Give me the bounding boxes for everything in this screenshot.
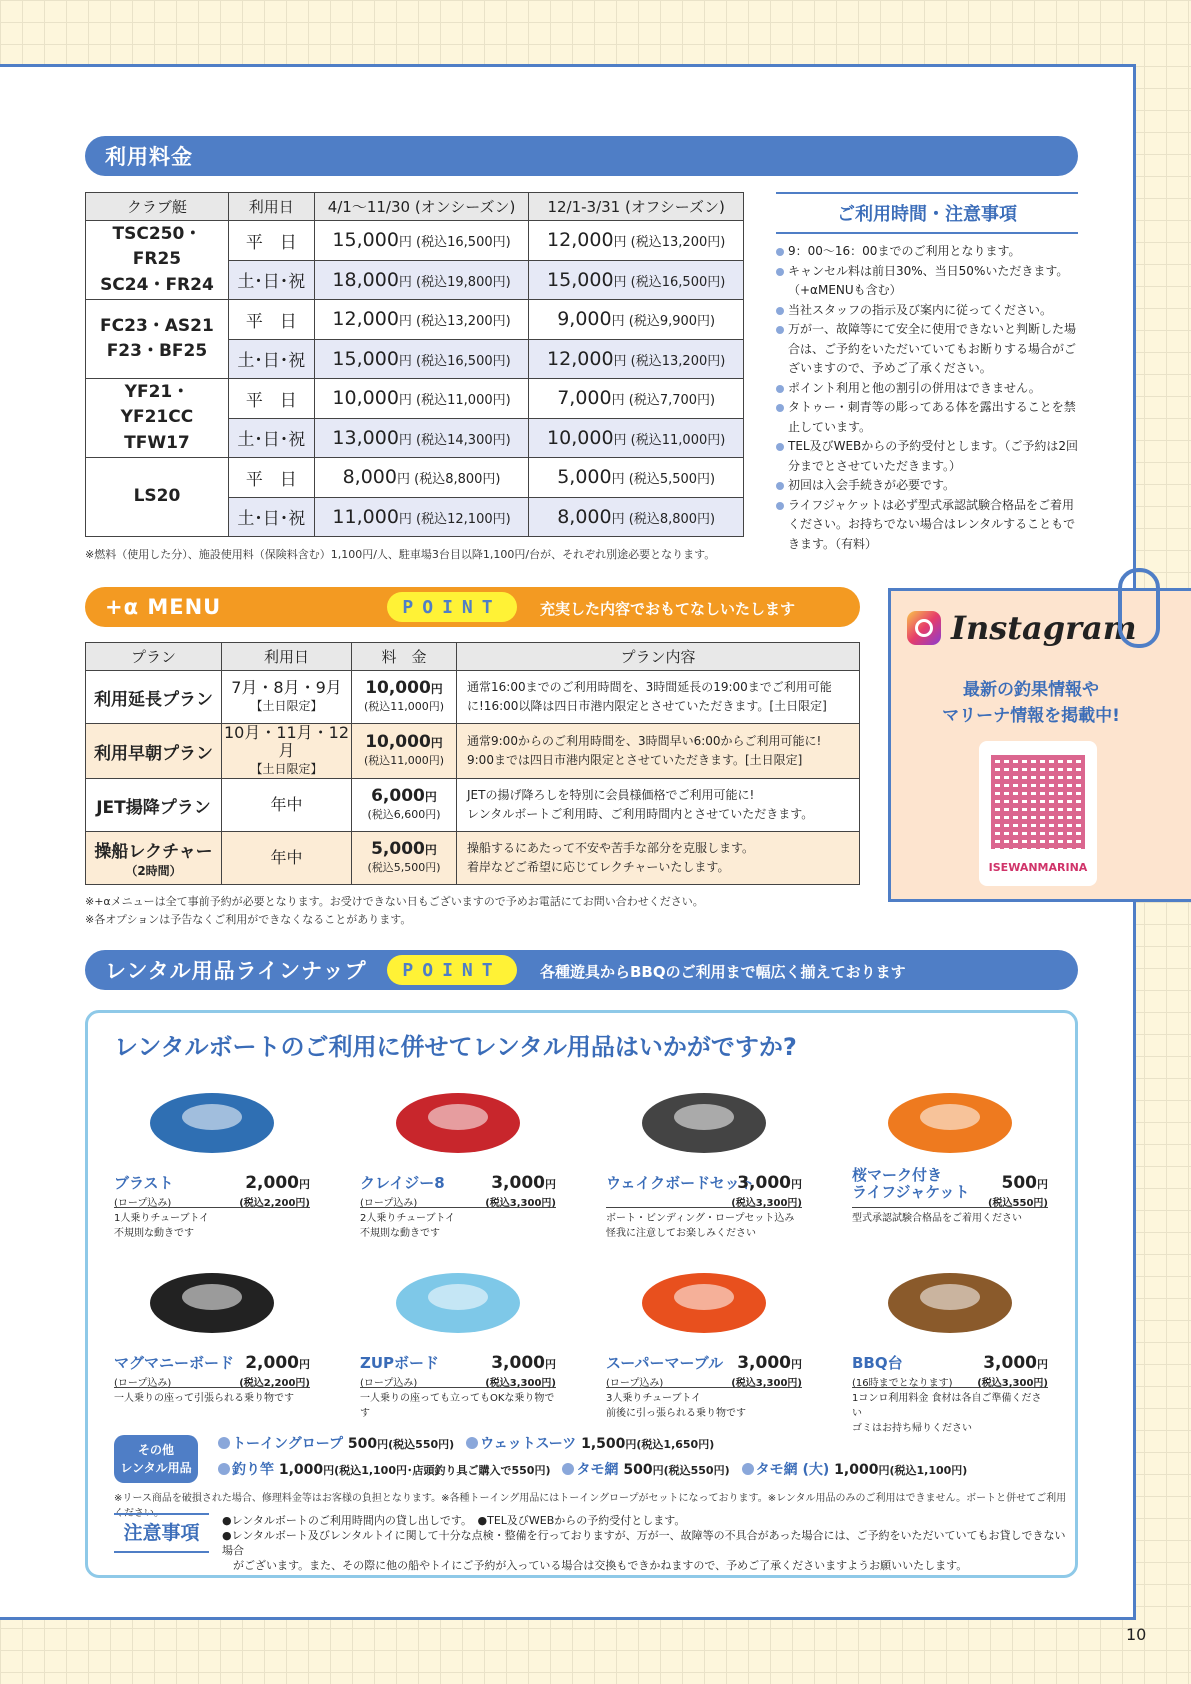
- note-item: 当社スタッフの指示及び案内に従ってください。: [776, 301, 1078, 321]
- other-item-tax: 円(税込1,650円): [625, 1438, 715, 1451]
- plan-name: 操船レクチャー （2時間）: [86, 832, 222, 885]
- price-unit: 円: [398, 511, 417, 527]
- zup-board-icon: [360, 1253, 556, 1343]
- other-item-tax: 円(税込1,100円･店頭釣り具ご購入で550円): [323, 1464, 551, 1477]
- wakeboard-icon: [606, 1073, 802, 1163]
- price-unit: 円: [613, 235, 631, 251]
- item-divider: [360, 1207, 556, 1208]
- item-name: BBQ台: [852, 1354, 903, 1372]
- plan-price: 10,000円 (税込11,000円): [352, 671, 457, 724]
- item-desc-line: 型式承認試験合格品をご着用ください: [852, 1213, 1022, 1224]
- tube-icon: [114, 1073, 310, 1163]
- day-type: 土･日･祝: [228, 497, 314, 537]
- boat-class-line: TSC250・FR25: [112, 223, 202, 270]
- other-item-tax: 円(税込1,100円): [878, 1464, 968, 1477]
- item-sub: (ロープ込み): [606, 1378, 664, 1389]
- item-desc-line: 不規則な動きです: [114, 1228, 194, 1239]
- item-desc: [360, 1391, 556, 1421]
- other-rental-item: [742, 1462, 968, 1478]
- notes-list: [776, 242, 1078, 554]
- rental-item: [360, 1073, 556, 1243]
- price-value: 12,000: [547, 229, 614, 252]
- item-sub: (16時までとなります): [852, 1378, 953, 1389]
- item-desc-line: 1コンロ利用料金 食材は各自ご準備ください: [852, 1393, 1042, 1419]
- fee-header: 12/1-3/31 (オフシーズン): [529, 193, 744, 221]
- fee-price: [529, 379, 744, 419]
- fee-price: [314, 497, 529, 537]
- lifejacket-icon: [852, 1073, 1048, 1163]
- plan-tax: (税込11,000円): [363, 699, 445, 713]
- other-rental-label: [114, 1435, 198, 1483]
- fee-price: [314, 300, 529, 340]
- plan-name: JET揚降プラン: [86, 779, 222, 832]
- plan-content-line: 通常16:00までのご利用時間を、3時間延長の19:00までご利用可能: [467, 680, 832, 694]
- boat-class: [86, 458, 229, 537]
- price-unit: 円: [791, 1178, 802, 1191]
- day-type: 平 日: [228, 379, 314, 419]
- day-type: 平 日: [228, 221, 314, 261]
- menu-row: [86, 671, 860, 724]
- price-value: 11,000: [332, 505, 399, 528]
- price-tax: (税込13,200円): [416, 314, 511, 330]
- plan-name: 利用早朝プラン: [86, 724, 222, 779]
- other-item-price: 1,000: [834, 1462, 879, 1478]
- caution-title: 注意事項: [114, 1513, 209, 1553]
- item-desc-line: 1人乗りチューブトイ: [114, 1213, 210, 1224]
- item-tax: (税込3,300円): [485, 1198, 556, 1209]
- price-tax: (税込8,800円): [628, 511, 716, 527]
- instagram-message-line: 最新の釣果情報や: [963, 680, 1099, 700]
- boat-class-line: F23・BF25: [106, 341, 208, 361]
- fee-header: 利用日: [228, 193, 314, 221]
- plan-content-line: 着岸などご希望に応じてレクチャーいたします。: [467, 860, 730, 874]
- price-unit: 円: [299, 1358, 310, 1371]
- item-tax: (税込2,200円): [239, 1378, 310, 1389]
- fee-price: [529, 339, 744, 379]
- fee-price: [314, 458, 529, 498]
- price-value: 12,000: [332, 308, 399, 331]
- price-unit: 円: [397, 472, 415, 488]
- caution-line: ●レンタルボートのご利用時間内の貸し出しです。 ●TEL及びWEBからの予約受付とします。: [222, 1514, 686, 1527]
- price-unit: 円: [424, 789, 437, 804]
- rental-point-desc: 各種遊具からBBQのご利用まで幅広く揃えております: [540, 963, 906, 981]
- price-value: 5,000: [557, 466, 612, 489]
- item-divider: [114, 1387, 310, 1388]
- plan-day: 年中: [222, 832, 352, 885]
- item-name: ウェイクボードセット: [606, 1174, 755, 1192]
- other-rental-item: [562, 1462, 729, 1478]
- other-item-price: 1,500: [581, 1436, 626, 1452]
- item-desc-line: 一人乗りの座っても立ってもOKな乗り物です: [360, 1393, 555, 1419]
- plan-content: [457, 779, 860, 832]
- page-number: 10: [1126, 1625, 1147, 1644]
- item-name-line: ライフジャケット: [852, 1183, 970, 1201]
- fee-row: [86, 221, 744, 261]
- other-item-name: ウェットスーツ: [480, 1436, 582, 1452]
- fee-price: [529, 458, 744, 498]
- menu-header: プラン: [86, 643, 222, 671]
- item-desc: [360, 1211, 455, 1241]
- other-rental-item: [218, 1436, 454, 1452]
- item-tax: (税込3,300円): [731, 1198, 802, 1209]
- other-label-line: その他: [137, 1443, 174, 1457]
- item-desc-line: 怪我に注意してお楽しみください: [606, 1228, 756, 1239]
- rental-title: レンタル用品ラインナップ: [105, 959, 367, 983]
- rental-panel: [85, 1010, 1078, 1578]
- boat-class: [86, 300, 229, 379]
- item-sub: (ロープ込み): [114, 1198, 172, 1209]
- menu-title: +α MENU: [105, 595, 222, 619]
- plan-day-sub: 【土日限定】: [250, 699, 323, 713]
- plan-day: 年中: [222, 779, 352, 832]
- instagram-wordmark: Instagram: [951, 609, 1137, 647]
- rental-item: [852, 1073, 1048, 1243]
- fees-title: 利用料金: [105, 145, 193, 169]
- price-tax: (税込13,200円): [630, 353, 726, 369]
- price-tax: (税込7,700円): [628, 393, 716, 409]
- plan-name: 利用延長プラン: [86, 671, 222, 724]
- other-item-price: 500: [347, 1436, 378, 1452]
- price-unit: 円: [430, 735, 443, 750]
- boat-class: [86, 379, 229, 458]
- day-type: 土･日･祝: [228, 418, 314, 458]
- price-tax: (税込16,500円): [630, 274, 726, 290]
- item-desc-line: ボート・ビンディング・ロープセット込み: [606, 1213, 795, 1224]
- note-item: TEL及びWEBからの予約受付とします。（ご予約は2回分までとさせていただきます。）: [776, 437, 1078, 476]
- price-unit: 円: [611, 472, 629, 488]
- menu-table: [85, 642, 860, 885]
- plan-price: 6,000円 (税込6,600円): [352, 779, 457, 832]
- price-unit: 円: [398, 353, 417, 369]
- item-sub: (ロープ込み): [360, 1378, 418, 1389]
- fee-row: [86, 300, 744, 340]
- kneeboard-icon: [114, 1253, 310, 1343]
- fee-footnote: ※燃料（使用した分）、施設使用料（保険料含む）1,100円/人、駐車場3台目以降1,100円/台が、それぞれ別途必要となります。: [85, 548, 716, 561]
- item-price: 2,000円: [245, 1353, 310, 1373]
- fee-price: [314, 418, 529, 458]
- item-desc-line: 一人乗りの座って引張られる乗り物です: [114, 1393, 294, 1404]
- item-name: 桜マーク付き ライフジャケット: [852, 1166, 970, 1201]
- boat-class: [86, 221, 229, 300]
- note-item: 9：00〜16：00までのご利用となります。: [776, 242, 1078, 262]
- plan-content-line: レンタルボートご利用時、ご利用時間内とさせていただきます。: [467, 807, 814, 821]
- item-desc: [852, 1211, 1022, 1226]
- rental-headline: レンタルボートのご利用に併せてレンタル用品はいかがですか?: [114, 1033, 797, 1061]
- price-unit: 円: [430, 681, 443, 696]
- day-type: 平 日: [228, 300, 314, 340]
- price-tax: (税込19,800円): [416, 274, 511, 290]
- note-item: ライフジャケットは必ず型式承認試験合格品をご着用ください。お持ちでない場合はレンタルすることもできます。（有料）: [776, 496, 1078, 555]
- price-value: 10,000: [547, 426, 614, 449]
- rental-item: [606, 1073, 802, 1243]
- bullet-icon: [466, 1437, 478, 1449]
- note-item: ポイント利用と他の割引の併用はできません。: [776, 379, 1078, 399]
- item-sub: (ロープ込み): [114, 1378, 172, 1389]
- menu-header: 料 金: [352, 643, 457, 671]
- note-item: キャンセル料は前日30%、当日50%いただきます。（+αMENUも含む）: [776, 262, 1078, 301]
- plan-content-line: 通常9:00からのご利用時間を、3時間早い6:00からご利用可能に!: [467, 734, 822, 748]
- fee-price: [314, 379, 529, 419]
- rental-item: [114, 1253, 310, 1423]
- other-item-tax: 円(税込550円): [652, 1464, 730, 1477]
- item-name: ブラスト: [114, 1174, 174, 1192]
- price-value: 13,000: [332, 426, 399, 449]
- price-unit: 円: [791, 1358, 802, 1371]
- fee-price: [314, 339, 529, 379]
- item-desc: [114, 1211, 209, 1241]
- price-unit: 円: [613, 432, 631, 448]
- fees-title-bar: [85, 136, 1078, 176]
- price-unit: 円: [613, 274, 631, 290]
- item-desc-line: 2人乗りチューブトイ: [360, 1213, 456, 1224]
- menu-row: [86, 724, 860, 779]
- rental-title-bar: [85, 950, 1078, 990]
- note-item: 万が一、故障等にて安全に使用できないと判断した場合は、ご予約をいただいていてもお断りする場合がございますので、予めご了承ください。: [776, 320, 1078, 379]
- price-unit: 円: [299, 1178, 310, 1191]
- fee-price: [314, 221, 529, 261]
- plan-day: 7月・8月・9月 【土日限定】: [222, 671, 352, 724]
- price-value: 10,000: [332, 387, 399, 410]
- boat-class-line: FC23・AS21: [100, 315, 214, 336]
- fee-header: クラブ艇: [86, 193, 229, 221]
- price-unit: 円: [398, 432, 417, 448]
- rental-item: [114, 1073, 310, 1243]
- item-tax: (税込3,300円): [977, 1378, 1048, 1389]
- plan-tax: (税込11,000円): [363, 753, 445, 767]
- menu-header: プラン内容: [457, 643, 860, 671]
- note-item: タトゥー・刺青等の彫ってある体を露出することを禁止しています。: [776, 398, 1078, 437]
- point-badge: POINT: [387, 592, 517, 622]
- plan-tax: (税込6,600円): [367, 807, 441, 821]
- item-price: 500円: [1001, 1173, 1048, 1193]
- fee-price: [314, 260, 529, 300]
- other-rental-item: [218, 1462, 550, 1478]
- price-unit: 円: [398, 314, 417, 330]
- fee-row: [86, 379, 744, 419]
- item-tax: (税込2,200円): [239, 1198, 310, 1209]
- day-type: 土･日･祝: [228, 260, 314, 300]
- price-unit: 円: [545, 1178, 556, 1191]
- price-value: 9,000: [557, 308, 612, 331]
- plan-content: [457, 832, 860, 885]
- price-unit: 円: [424, 842, 437, 857]
- price-tax: (税込16,500円): [416, 353, 511, 369]
- fee-price: [529, 497, 744, 537]
- caution-text: [222, 1513, 1075, 1573]
- price-value: 7,000: [557, 387, 612, 410]
- boat-class-line: LS20: [133, 486, 181, 507]
- boat-class-line: SC24・FR24: [100, 274, 214, 295]
- bullet-icon: [218, 1437, 230, 1449]
- other-item-name: タモ網: [576, 1462, 624, 1478]
- other-rental-list: [218, 1459, 979, 1479]
- instagram-icon: [907, 611, 941, 645]
- caution-line: ●レンタルボート及びレンタルトイに関して十分な点検・整備を行っておりますが、万が一、故障等の不具合があった場合には、ご予約をいただいていてもお貸しできない場合: [222, 1529, 1066, 1557]
- tube-icon: [606, 1253, 802, 1343]
- plan-content-line: JETの揚げ降ろしを特別に会員様価格でご利用可能に!: [467, 788, 755, 802]
- menu-point-desc: 充実した内容でおもてなしいたします: [540, 600, 796, 618]
- item-divider: [360, 1387, 556, 1388]
- item-price: 3,000円: [737, 1353, 802, 1373]
- notes-title: ご利用時間・注意事項: [776, 192, 1078, 234]
- other-item-name: 釣り竿: [232, 1462, 279, 1478]
- price-unit: 円: [611, 314, 629, 330]
- item-name: ZUPボード: [360, 1354, 440, 1372]
- plan-content: [457, 671, 860, 724]
- plan-content: [457, 724, 860, 779]
- item-divider: [114, 1207, 310, 1208]
- plan-sub: （2時間）: [125, 864, 182, 878]
- boat-class-line: TFW17: [124, 432, 190, 453]
- day-type: 平 日: [228, 458, 314, 498]
- other-rental-item: [466, 1436, 714, 1452]
- item-divider: [852, 1387, 1048, 1388]
- other-item-price: 1,000: [278, 1462, 324, 1478]
- fee-price: [529, 260, 744, 300]
- other-item-name: タモ網 (大): [755, 1462, 835, 1478]
- fee-price: [529, 221, 744, 261]
- instagram-message-line: マリーナ情報を掲載中!: [942, 706, 1120, 726]
- plan-price: 10,000円 (税込11,000円): [352, 724, 457, 779]
- menu-footnote: ※各オプションは予告なくご利用ができなくなることがあります。: [85, 913, 412, 926]
- item-price: 3,000円: [983, 1353, 1048, 1373]
- item-tax: (税込3,300円): [485, 1378, 556, 1389]
- menu-footnote: ※+αメニューは全て事前予約が必要となります。お受けできない日もございますので予めお電話にてお問い合わせください。: [85, 895, 704, 908]
- other-item-tax: 円(税込550円): [377, 1438, 455, 1451]
- point-badge: POINT: [387, 955, 517, 985]
- item-divider: [852, 1207, 1048, 1208]
- plan-day-sub: 【土日限定】: [250, 762, 323, 776]
- item-name: クレイジー8: [360, 1174, 445, 1192]
- bullet-icon: [562, 1463, 574, 1475]
- price-unit: 円: [398, 235, 417, 251]
- price-value: 12,000: [547, 347, 614, 370]
- menu-row: [86, 832, 860, 885]
- price-unit: 円: [545, 1358, 556, 1371]
- price-unit: 円: [1037, 1178, 1048, 1191]
- bullet-icon: [218, 1463, 230, 1475]
- boat-class-line: YF21・YF21CC: [120, 381, 194, 428]
- note-item: 初回は入会手続きが必要です。: [776, 476, 1078, 496]
- rental-item: [360, 1253, 556, 1423]
- item-price: 3,000円: [737, 1173, 802, 1193]
- qr-card[interactable]: [979, 741, 1097, 886]
- menu-header: 利用日: [222, 643, 352, 671]
- price-tax: (税込16,500円): [416, 235, 511, 251]
- fee-table: [85, 192, 744, 537]
- price-value: 8,000: [557, 505, 612, 528]
- item-desc-line: 前後に引っ張られる乗り物です: [606, 1408, 746, 1419]
- price-tax: (税込14,300円): [416, 432, 511, 448]
- plan-content-line: 操船するにあたって不安や苦手な部分を克服します。: [467, 841, 755, 855]
- price-unit: 円: [611, 511, 629, 527]
- item-tax: (税込3,300円): [731, 1378, 802, 1389]
- fee-price: [529, 418, 744, 458]
- item-name: スーパーマーブル: [606, 1354, 724, 1372]
- fee-price: [529, 300, 744, 340]
- item-desc: [114, 1391, 294, 1406]
- price-value: 15,000: [547, 268, 614, 291]
- qr-label: ISEWANMARINA: [988, 861, 1088, 874]
- rental-note: ※リース商品を破損された場合、修理料金等はお客様の負担となります。※各種トーイング用品にはトーイングロープがセットになっております。※レンタル用品のみのご利用はできません。ボートと併せてご利用ください。: [114, 1493, 1067, 1519]
- bbq-icon: [852, 1253, 1048, 1343]
- price-unit: 円: [611, 393, 629, 409]
- other-item-price: 500: [623, 1462, 653, 1478]
- item-price: 3,000円: [491, 1173, 556, 1193]
- instagram-logo: [907, 609, 1137, 647]
- price-value: 15,000: [332, 347, 399, 370]
- item-desc-line: ゴミはお持ち帰りください: [852, 1423, 972, 1434]
- item-desc: [606, 1211, 794, 1241]
- other-label-line: レンタル用品: [120, 1461, 192, 1475]
- menu-title-bar: [85, 587, 860, 627]
- item-desc: [606, 1391, 746, 1421]
- item-price: 2,000円: [245, 1173, 310, 1193]
- other-item-name: トーイングロープ: [232, 1436, 348, 1452]
- item-price: 3,000円: [491, 1353, 556, 1373]
- other-rental-list: [218, 1433, 726, 1453]
- price-tax: (税込9,900円): [628, 314, 716, 330]
- item-tax: (税込550円): [987, 1198, 1048, 1209]
- plan-content-line: 9:00までは四日市港内限定とさせていただきます。[土日限定]: [467, 753, 803, 767]
- paperclip-icon: [1118, 568, 1160, 648]
- plan-tax: (税込5,500円): [367, 860, 441, 874]
- price-tax: (税込8,800円): [414, 472, 501, 488]
- price-tax: (税込11,000円): [416, 393, 511, 409]
- plan-content-line: に!16:00以降は四日市港内限定とさせていただきます。[土日限定]: [467, 699, 827, 713]
- item-sub: (ロープ込み): [360, 1198, 418, 1209]
- item-desc-line: 3人乗りチューブトイ: [606, 1393, 702, 1404]
- caution-line: がございます。また、その際に他の船やトイにご予約が入っている場合は交換もできかねますので、予めご了承くださいますようお願いいたします。: [222, 1559, 968, 1572]
- price-unit: 円: [613, 353, 631, 369]
- rental-item: [852, 1253, 1048, 1434]
- day-type: 土･日･祝: [228, 339, 314, 379]
- rental-item: [606, 1253, 802, 1423]
- price-tax: (税込12,100円): [416, 511, 511, 527]
- price-unit: 円: [1037, 1358, 1048, 1371]
- bullet-icon: [742, 1463, 754, 1475]
- item-divider: [606, 1387, 802, 1388]
- item-desc: [852, 1391, 1048, 1436]
- fee-row: [86, 458, 744, 498]
- price-tax: (税込11,000円): [630, 432, 726, 448]
- price-tax: (税込13,200円): [630, 235, 726, 251]
- price-unit: 円: [398, 393, 417, 409]
- price-value: 15,000: [332, 229, 399, 252]
- plan-day: 10月・11月・12月 【土日限定】: [222, 724, 352, 779]
- qr-code-icon[interactable]: [991, 755, 1085, 849]
- item-divider: [606, 1207, 802, 1208]
- fee-header: 4/1〜11/30 (オンシーズン): [314, 193, 529, 221]
- item-desc-line: 不規則な動きです: [360, 1228, 440, 1239]
- item-name: マグマニーボード: [114, 1354, 235, 1372]
- instagram-message: [891, 677, 1171, 729]
- plan-price: 5,000円 (税込5,500円): [352, 832, 457, 885]
- price-tax: (税込5,500円): [628, 472, 716, 488]
- price-value: 18,000: [332, 268, 399, 291]
- menu-row: [86, 779, 860, 832]
- price-value: 8,000: [342, 466, 397, 489]
- tube-icon: [360, 1073, 556, 1163]
- price-unit: 円: [398, 274, 417, 290]
- usage-notes: [776, 192, 1078, 554]
